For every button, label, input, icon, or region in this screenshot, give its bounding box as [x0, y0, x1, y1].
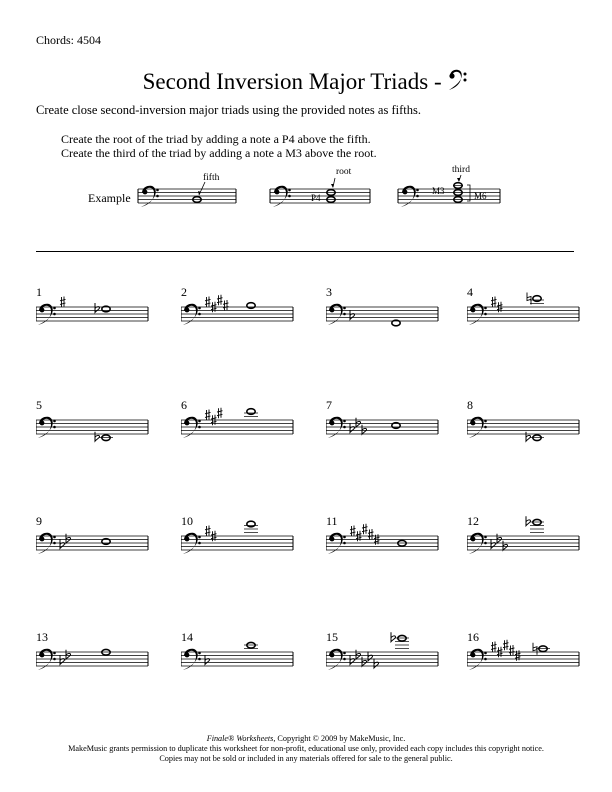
flat-icon — [350, 423, 355, 433]
flat-icon — [95, 303, 100, 313]
flat-icon — [60, 655, 65, 665]
flat-icon — [95, 432, 100, 442]
example-m6-label: M6 — [474, 191, 487, 201]
flat-icon — [526, 432, 531, 442]
flat-icon — [374, 659, 379, 669]
example-label: Example — [88, 191, 131, 205]
document-id: Chords: 4504 — [36, 33, 102, 47]
sharp-icon — [509, 645, 515, 656]
flat-icon — [362, 425, 367, 435]
sharp-icon — [205, 410, 211, 421]
footer-restriction: Copies may not be sold or included in any materials offered for sale to the general public. — [159, 754, 453, 763]
exercise-staff[interactable] — [467, 398, 597, 458]
footer-copyright-text: , Copyright © 2009 by MakeMusic, Inc. — [273, 734, 406, 743]
exercise-number: 2 — [181, 285, 187, 299]
flat-icon — [60, 539, 65, 549]
exercise-number: 9 — [36, 514, 42, 528]
sharp-icon — [491, 642, 497, 653]
example-m3-label: M3 — [432, 186, 445, 196]
example-third-label: third — [452, 165, 470, 175]
exercise-number: 14 — [181, 630, 193, 644]
exercise-staff[interactable] — [326, 630, 456, 690]
exercise-number: 6 — [181, 398, 187, 412]
sharp-icon — [60, 297, 66, 308]
footer-permission: MakeMusic grants permission to duplicate this worksheet for non-profit, educational use only, provided each copy includes this copyright notice. — [68, 744, 544, 753]
flat-icon — [362, 657, 367, 667]
exercise-number: 15 — [326, 630, 338, 644]
title-text: Second Inversion Major Triads - — [142, 69, 442, 94]
flat-icon — [368, 652, 373, 662]
sharp-icon — [491, 297, 497, 308]
flat-icon — [205, 655, 210, 665]
exercise-staff[interactable] — [181, 514, 311, 574]
flat-icon — [526, 516, 531, 526]
sharp-icon — [362, 524, 368, 535]
exercise-staff[interactable] — [326, 285, 456, 345]
exercise-staff[interactable] — [326, 398, 456, 458]
flat-icon — [491, 539, 496, 549]
exercise-staff[interactable] — [36, 630, 166, 690]
exercise-number: 13 — [36, 630, 48, 644]
exercise-number: 8 — [467, 398, 473, 412]
exercise-staff[interactable] — [181, 285, 311, 345]
example-root-label: root — [336, 167, 352, 177]
sharp-icon — [205, 297, 211, 308]
example-p4-label: P4 — [311, 193, 321, 203]
exercise-staff[interactable] — [181, 398, 311, 458]
flat-icon — [66, 650, 71, 660]
flat-icon — [497, 534, 502, 544]
whole-note — [247, 521, 255, 527]
example-fifth-label: fifth — [203, 173, 220, 183]
exercise-staff[interactable] — [467, 514, 597, 574]
exercise-number: 4 — [467, 285, 473, 299]
example-staff-2 — [270, 167, 370, 207]
sharp-icon — [350, 526, 356, 537]
exercise-number: 5 — [36, 398, 42, 412]
flat-icon — [503, 541, 508, 551]
whole-note — [533, 296, 541, 302]
exercise-number: 3 — [326, 285, 332, 299]
subtitle: Create close second-inversion major triads using the provided notes as fifths. — [36, 103, 421, 117]
sharp-icon — [217, 408, 223, 419]
flat-icon — [356, 418, 361, 428]
exercise-staff[interactable] — [467, 285, 597, 345]
section-divider — [36, 251, 574, 252]
sharp-icon — [217, 295, 223, 306]
exercise-staff[interactable] — [467, 630, 597, 690]
instruction-third: Create the third of the triad by adding a note a M3 above the root. — [61, 146, 377, 160]
flat-icon — [66, 534, 71, 544]
whole-note — [247, 303, 255, 309]
sharp-icon — [223, 300, 229, 311]
flat-icon — [350, 310, 355, 320]
exercise-number: 12 — [467, 514, 479, 528]
exercise-number: 16 — [467, 630, 479, 644]
exercise-number: 10 — [181, 514, 193, 528]
example-staff-1 — [138, 172, 236, 207]
exercise-staff[interactable] — [36, 398, 166, 458]
flat-icon — [350, 655, 355, 665]
footer-product: Finale® Worksheets — [206, 734, 274, 743]
natural-icon — [527, 293, 531, 305]
exercise-number: 7 — [326, 398, 332, 412]
whole-note — [247, 409, 255, 415]
exercise-number: 1 — [36, 285, 42, 299]
exercise-staff[interactable] — [36, 514, 166, 574]
sharp-icon — [368, 529, 374, 540]
exercise-staff[interactable] — [326, 514, 456, 574]
flat-icon — [356, 650, 361, 660]
exercise-staff[interactable] — [36, 285, 166, 345]
example-staff-3 — [398, 165, 500, 207]
exercise-staff[interactable] — [181, 630, 311, 690]
exercise-number: 11 — [326, 514, 338, 528]
flat-icon — [391, 632, 396, 642]
sharp-icon — [503, 640, 509, 651]
sharp-icon — [205, 526, 211, 537]
instruction-root: Create the root of the triad by adding a note a P4 above the fifth. — [61, 132, 371, 146]
